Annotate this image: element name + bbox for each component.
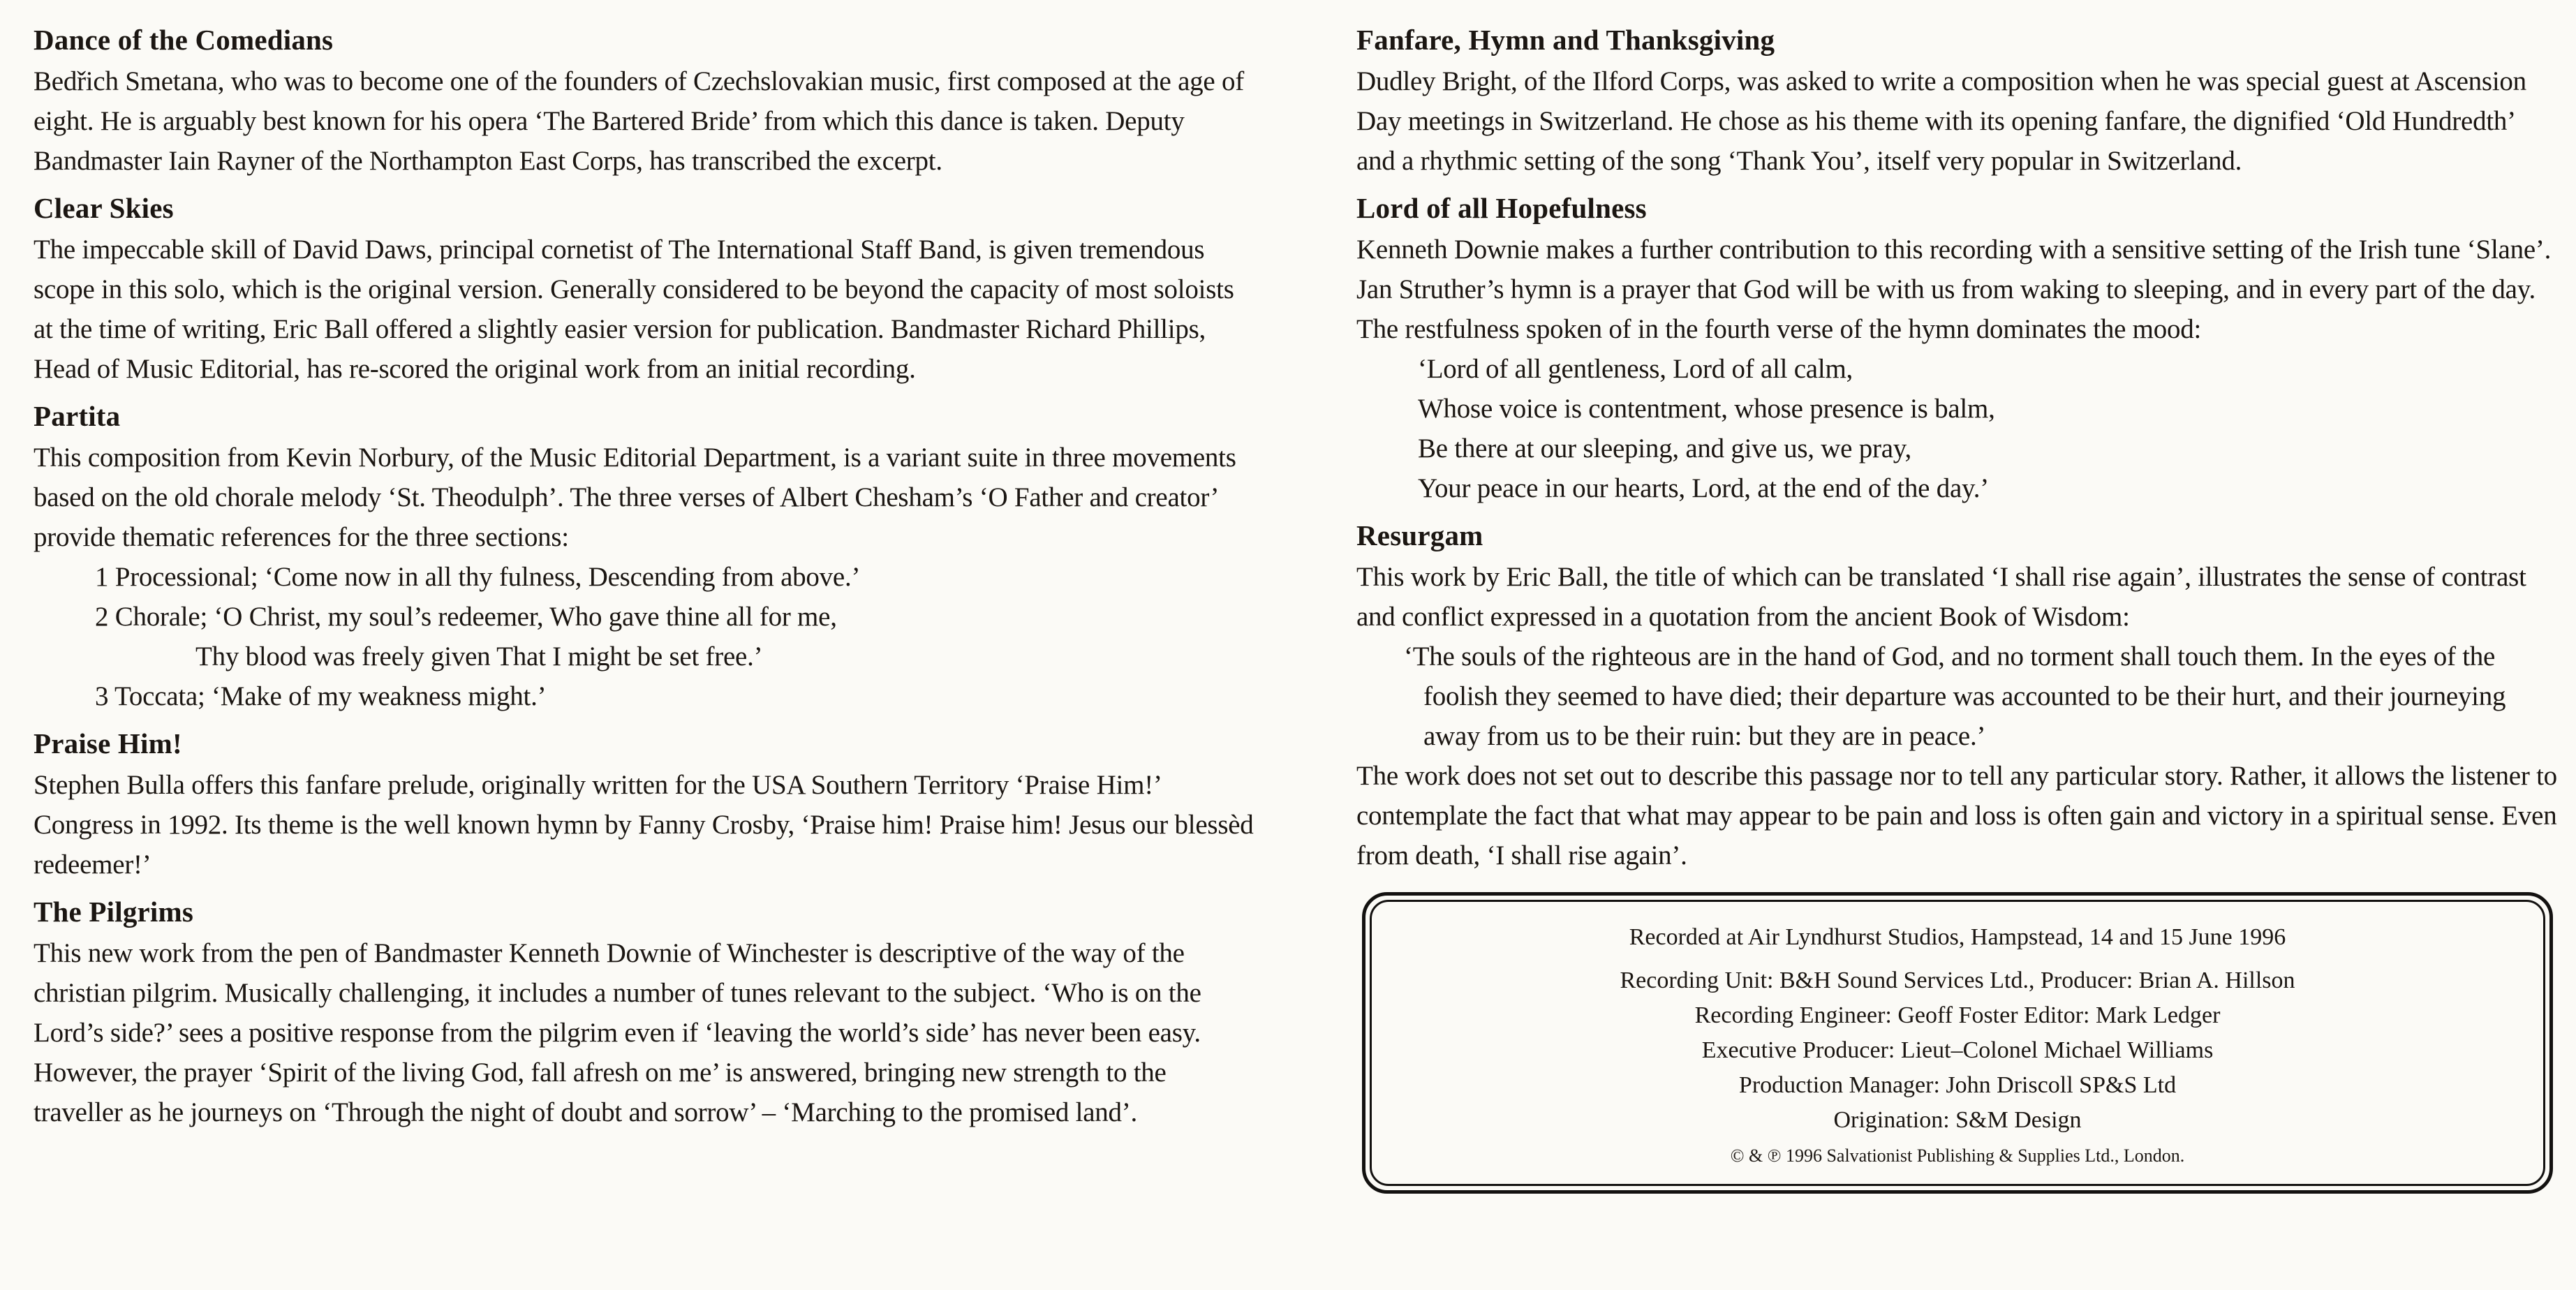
paragraph: Kenneth Downie makes a further contribution to this recording with a sensitive setting of the Irish tune ‘Slane’. Jan Struther’s hymn is a prayer that God will be with us from waking to sleeping, and in every part of the day. The restfulness spoken of in the fourth verse of the hymn dominates the mood:	[1356, 235, 2552, 344]
credit-line: Recording Unit: B&H Sound Services Ltd., Producer: Brian A. Hillson	[1620, 968, 2295, 993]
paragraph: This new work from the pen of Bandmaster Kenneth Downie of Winchester is descriptive of the way of the christian pilgrim. Musically challenging, it includes a number of tunes relevant to the subject. ‘Who is on the Lord’s side?’ sees a positive response from the pilgrim even if ‘leaving the world’s side’ has never been easy. However, the prayer ‘Spirit of the living God, fall afresh on me’ is answered, bringing new strength to the traveller as he journeys on ‘Through the night of doubt and sorrow’ – ‘Marching to the promised land’.	[34, 938, 1201, 1127]
list-item: 1 Processional; ‘Come now in all thy fulness, Descending from above.’	[95, 562, 861, 592]
section-praise-him	[34, 726, 1257, 884]
credit-line: Production Manager: John Driscoll SP&S Ltd	[1738, 1072, 2177, 1098]
paragraph: This composition from Kevin Norbury, of the Music Editorial Department, is a variant suite in three movements based on the old chorale melody ‘St. Theodulph’. The three verses of Albert Chesham’s ‘O Father and creator’ provide thematic references for the three sections:	[34, 443, 1236, 552]
section-heading: Fanfare, Hymn and Thanksgiving	[1356, 24, 1775, 56]
section-partita	[34, 399, 1257, 716]
section-dance-of-the-comedians	[34, 22, 1257, 181]
credit-line: Recorded at Air Lyndhurst Studios, Hampstead, 14 and 15 June 1996	[1629, 924, 2286, 950]
list-item-continuation: Thy blood was freely given That I might be set free.’	[195, 642, 763, 672]
section-heading: Partita	[34, 400, 121, 432]
paragraph: Stephen Bulla offers this fanfare prelude, originally written for the USA Southern Territory ‘Praise Him!’ Congress in 1992. Its theme is the well known hymn by Fanny Crosby, ‘Praise him! Praise him! Jesus our blessèd redeemer!’	[34, 770, 1254, 880]
credits-box-content	[1370, 900, 2545, 1186]
section-heading: Clear Skies	[34, 192, 174, 224]
section-the-pilgrims	[34, 894, 1257, 1132]
section-fanfare-hymn-and-thanksgiving	[1356, 22, 2557, 181]
section-heading: Resurgam	[1356, 519, 1483, 551]
column-left	[34, 22, 1257, 1132]
credit-line: Origination: S&M Design	[1833, 1107, 2082, 1133]
paragraph: The impeccable skill of David Daws, principal cornetist of The International Staff Band, is given tremendous scope in this solo, which is the original version. Generally considered to be beyond the capacity of most soloists at the time of writing, Eric Ball offered a slightly easier version for publication. Bandmaster Richard Phillips, Head of Music Editorial, has re-scored the original work from an initial recording.	[34, 235, 1234, 384]
quote-paragraph: ‘The souls of the righteous are in the hand of God, and no torment shall touch them. In the eyes of the foolish they seemed to have died; their departure was accounted to be their hurt, and their journeying away from us to be their ruin: but they are in peace.’	[1404, 642, 2506, 751]
verse-line: Your peace in our hearts, Lord, at the end of the day.’	[1418, 473, 1989, 503]
verse-line: Be there at our sleeping, and give us, we pray,	[1418, 433, 1911, 464]
credits-box	[1362, 892, 2553, 1194]
paragraph: The work does not set out to describe this passage nor to tell any particular story. Rather, it allows the listener to contemplate the fact that what may appear to be pain and loss is often gain and victory in a spiritual sense. Even from death, ‘I shall rise again’.	[1356, 761, 2557, 870]
credit-line: Recording Engineer: Geoff Foster Editor: Mark Ledger	[1694, 1002, 2221, 1028]
verse-line: Whose voice is contentment, whose presence is balm,	[1418, 394, 1995, 424]
list-item: 3 Toccata; ‘Make of my weakness might.’	[95, 681, 547, 711]
section-heading: Dance of the Comedians	[34, 24, 334, 56]
paragraph: Dudley Bright, of the Ilford Corps, was asked to write a composition when he was special guest at Ascension Day meetings in Switzerland. He chose as his theme with its opening fanfare, the dignified ‘Old Hundredth’ and a rhythmic setting of the song ‘Thank You’, itself very popular in Switzerland.	[1356, 66, 2526, 176]
section-heading: Lord of all Hopefulness	[1356, 192, 1647, 224]
copyright-line: © & ℗ 1996 Salvationist Publishing & Supplies Ltd., London.	[1730, 1146, 2185, 1166]
verse-line: ‘Lord of all gentleness, Lord of all calm,	[1418, 354, 1853, 384]
section-heading: The Pilgrims	[34, 896, 194, 928]
column-right	[1356, 22, 2557, 1194]
paragraph: This work by Eric Ball, the title of which can be translated ‘I shall rise again’, illustrates the sense of contrast and conflict expressed in a quotation from the ancient Book of Wisdom:	[1356, 562, 2526, 632]
section-clear-skies	[34, 191, 1257, 389]
credit-line: Executive Producer: Lieut–Colonel Michael Williams	[1701, 1037, 2214, 1063]
section-resurgam	[1356, 518, 2557, 875]
list-item: 2 Chorale; ‘O Christ, my soul’s redeemer, Who gave thine all for me,	[95, 602, 837, 632]
section-heading: Praise Him!	[34, 727, 182, 759]
paragraph: Bedřich Smetana, who was to become one of the founders of Czechslovakian music, first composed at the age of eight. He is arguably best known for his opera ‘The Bartered Bride’ from which this dance is taken. Deputy Bandmaster Iain Rayner of the Northampton East Corps, has transcribed the excerpt.	[34, 66, 1244, 176]
section-lord-of-all-hopefulness	[1356, 191, 2557, 508]
